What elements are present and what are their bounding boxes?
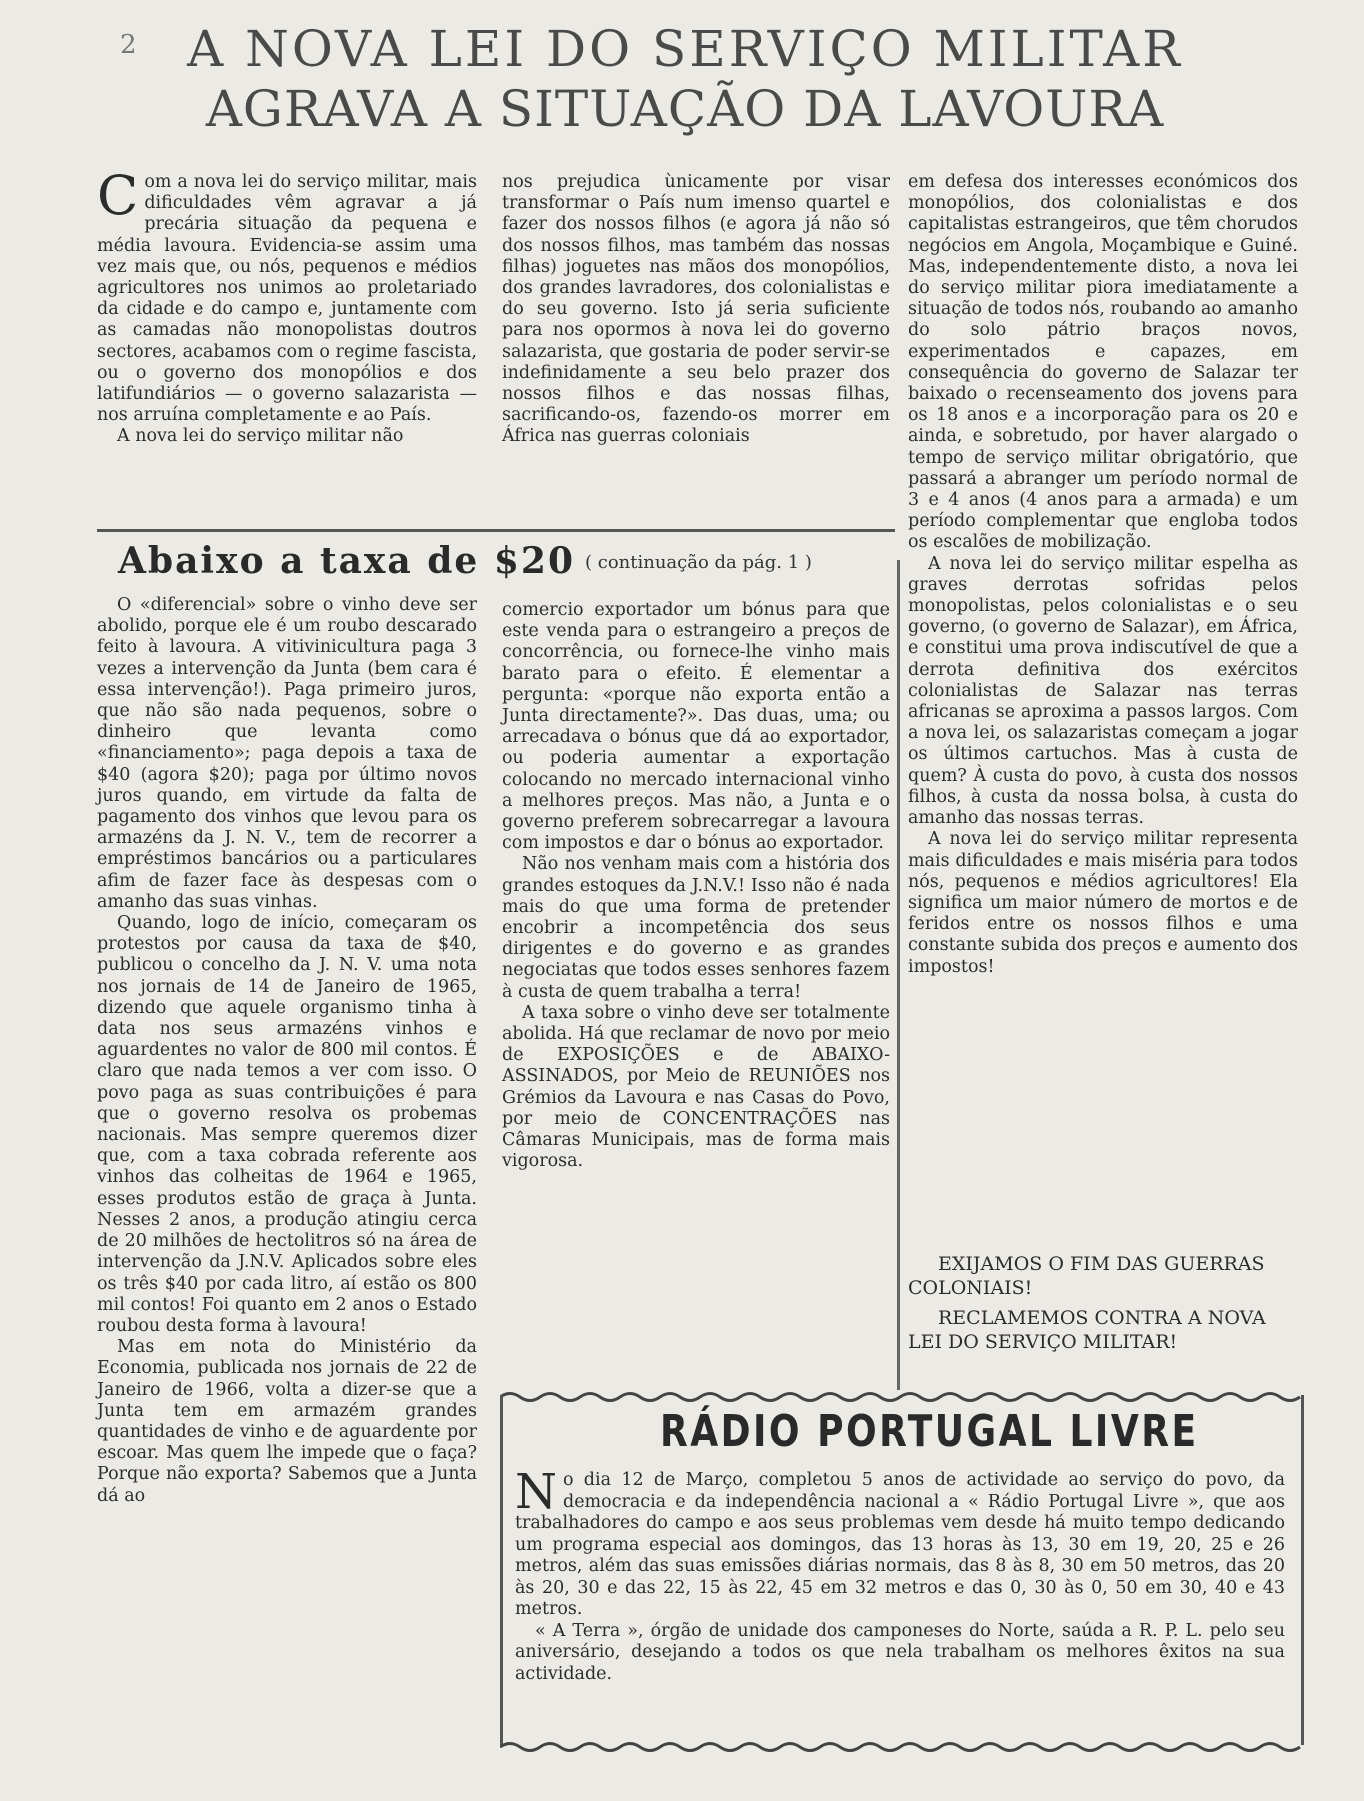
article-paragraph: « A Terra », órgão de unidade dos camponeses do Norte, saúda a R. P. L. pelo seu aniversário, desejando a todos os que nela trabalham os melhores êxitos na sua actividade. (515, 1620, 1285, 1684)
drop-cap: C (97, 164, 139, 227)
article-paragraph: Mas em nota do Ministério da Economia, publicada nos jornais de 22 de Janeiro de 1966, volta a dizer-se que a Junta tem em armazém grandes quantidades de vinho e de aguardente por escoar. Mas quem lhe impede que o faça? Porque não exporta? Sabemos que a Junta dá ao (97, 1337, 477, 1506)
article-paragraph: em defesa dos interesses económicos dos monopólios, dos colonialistas e dos capitalistas estrangeiros, que têm chorudos negócios em Angola, Moçambique e Guiné. Mas, independentemente disto, a nova lei do serviço militar piora imediatamente a situação de todos nós, roubando ao amanho do solo pátrio braços novos, experimentados e capazes, em consequência do governo de Salazar ter baixado o recenseamento dos jovens para os 18 anos e a incorporação para os 20 e ainda, e sobretudo, por haver alargado o tempo de serviço militar obrigatório, que passará a abranger um período normal de 3 e 4 anos (4 anos para a armada) e um período complementar que engloba todos os escalões de mobilização. (908, 172, 1298, 553)
article-military-slogans (908, 1252, 1298, 1360)
article-taxa-column-2 (502, 600, 890, 1172)
article-paragraph: Não nos venham mais com a história dos grandes estoques da J.N.V.! Isso não é nada mais do que uma forma de pretender encobrir a incompetência dos seus dirigentes e do governo e as grandes negociatas que todos esses senhores fazem à custa de quem trabalha a terra! (502, 854, 890, 1002)
article-paragraph: Com a nova lei do serviço militar, mais dificuldades vêm agravar a já precária situação da pequena e média lavoura. Evidencia-se assim uma vez mais que, ou nós, pequenos e médios agricultores nos unimos ao proletariado da cidade e do campo e, juntamente com as camadas não monopolistas doutros sectores, acabamos com o regime fascista, ou o governo dos monopólios e dos latifundiários — o governo salazarista — nos arruína completamente e ao País. (97, 164, 477, 426)
article-military-column-1 (97, 164, 477, 448)
article-radio-title: RÁDIO PORTUGAL LIVRE (660, 1406, 1199, 1457)
article-paragraph: Quando, logo de início, começaram os protestos por causa da taxa de $40, publicou o concelho da J. N. V. uma nota nos jornais de 14 de Janeiro de 1965, dizendo que aquele organismo tinha à data nos seus armazéns vinhos e aguardentes no valor de 800 mil contos. É claro que nada temos a ver com isso. O povo paga as suas contribuições é para que o governo resolva os probemas nacionais. Mas sempre queremos dizer que, com a taxa cobrada referente aos vinhos das colheitas de 1964 e 1965, esses produtos estão de graça à Junta. Nesses 2 anos, a produção atingiu cerca de 20 milhões de hectolitros só na área de intervenção da J.N.V. Aplicados sobre eles os três $40 por cada litro, aí estão os 800 mil contos! Foi quanto em 2 anos o Estado roubou desta forma à lavoura! (97, 913, 477, 1336)
section-divider (97, 529, 895, 532)
article-radio-body (515, 1464, 1285, 1685)
article-taxa-continuation: ( continuação da pág. 1 ) (585, 552, 812, 573)
article-taxa-column-1 (97, 595, 477, 1507)
article-taxa-title: Abaixo a taxa de $20 (118, 540, 576, 582)
article-military-column-3 (908, 172, 1298, 978)
page-number: 2 (120, 30, 137, 60)
headline-line-2: AGRAVA A SITUAÇÃO DA LAVOURA (205, 80, 1165, 138)
article-paragraph: A nova lei do serviço militar não (117, 426, 404, 447)
article-paragraph: A nova lei do serviço militar representa mais dificuldades e mais miséria para todos nós, pequenos e médios agricultores! Ela significa um maior número de mortos e de feridos entre os nossos filhos e uma constante subida dos preços e aumento dos impostos! (908, 829, 1298, 977)
slogan: EXIJAMOS O FIM DAS GUERRAS COLONIAIS! (908, 1253, 1265, 1299)
article-paragraph: A taxa sobre o vinho deve ser totalmente abolida. Há que reclamar de novo por meio de EXPOSIÇÕES e de ABAIXO-ASSINADOS, por Meio de REUNIÕES nos Grémios da Lavoura e nas Casas do Povo, por meio de CONCENTRAÇÕES nas Câmaras Municipais, mas de forma mais vigorosa. (502, 1002, 890, 1172)
article-paragraph: comercio exportador um bónus para que este venda para o estrangeiro a preços de concorrência, ou fornece-lhe vinho mais barato para o efeito. É elementar a pergunta: «porque não exporta então a Junta directamente?». Das duas, uma; ou arrecadava o bónus que dá ao exportador, ou poderia aumentar a exportação colocando no mercado internacional vinho a melhores preços. Mas não, a Junta e o governo preferem sobrecarregar a lavoura com impostos e dar o bónus ao exportador. (502, 600, 890, 854)
article-paragraph: A nova lei do serviço militar espelha as graves derrotas sofridas pelos monopolistas, pelos colonialistas e o seu governo, (o governo de Salazar), em África, e constitui uma prova indiscutível de que a derrota definitiva dos exércitos colonialistas de Salazar nas terras africanas se aproxima a passos largos. Com a nova lei, os salazaristas começam a jogar os últimos cartuchos. Mas à custa de quem? À custa do povo, à custa dos nossos filhos, à custa da nossa bolsa, à custa do amanho das nossas terras. (908, 553, 1298, 829)
article-paragraph: No dia 12 de Março, completou 5 anos de actividade ao serviço do povo, da democracia e da independência nacional a « Rádio Portugal Livre », que aos trabalhadores do campo e aos seus problemas vem desde há muito tempo dedicando um programa especial aos domingos, das 13 horas às 13, 30 em 19, 20, 25 e 26 metros, além das suas emissões diárias normais, das 8 às 8, 30 em 50 metros, das 20 às 20, 30 e das 22, 15 às 22, 45 em 32 metros e das 0, 30 às 0, 50 em 30, 40 e 43 metros. (515, 1464, 1285, 1619)
article-military-column-2 (502, 172, 890, 448)
column-divider (897, 560, 900, 1390)
drop-cap: N (515, 1464, 557, 1520)
article-paragraph: O «diferencial» sobre o vinho deve ser abolido, porque ele é um roubo descarado feito à lavoura. A vitivinicultura paga 3 vezes a intervenção da Junta (bem cara é essa intervenção!). Paga primeiro juros, que não são nada pequenos, sobre o dinheiro que levanta como «financiamento»; paga depois a taxa de $40 (agora $20); paga por último novos juros quando, em virtude da falta de pagamento dos vinhos que levou para os armazéns da J. N. V., tem de recorrer a empréstimos bancários ou a particulares afim de fazer face às despesas com o amanho das suas vinhas. (97, 595, 477, 912)
wavy-border-bottom (500, 1740, 1304, 1754)
slogan: RECLAMEMOS CONTRA A NOVA LEI DO SERVIÇO MILITAR! (908, 1307, 1266, 1353)
headline-line-1: A NOVA LEI DO SERVIÇO MILITAR (187, 20, 1183, 78)
article-paragraph: nos prejudica ùnicamente por visar transformar o País num imenso quartel e fazer dos nossos filhos (e agora já não só dos nossos filhos, mas também das nossas filhas) joguetes nas mãos dos monopólios, dos grandes lavradores, dos colonialistas e do seu governo. Isto já seria suficiente para nos opormos à nova lei do governo salazarista, que gostaria de poder servir-se indefinidamente a seu belo prazer dos nossos filhos e das nossas filhas, sacrificando-os, fazendo-os morrer em África nas guerras coloniais (502, 172, 890, 447)
